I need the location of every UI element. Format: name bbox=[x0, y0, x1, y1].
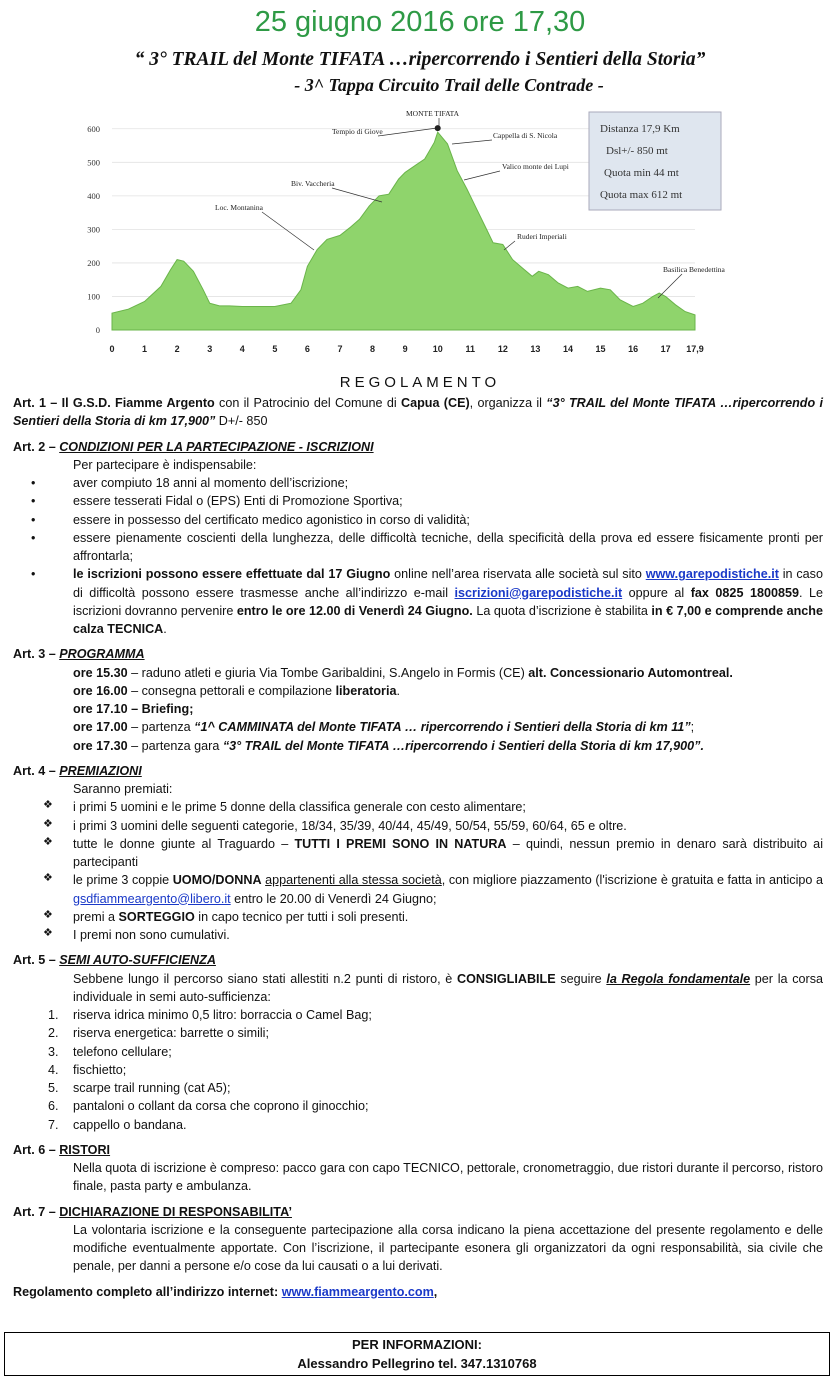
x-tick-label: 11 bbox=[465, 344, 476, 354]
art1-head: Art. 1 – Il G.S.D. Fiamme Argento bbox=[13, 396, 215, 410]
y-tick-label: 500 bbox=[87, 157, 100, 168]
list-item: ❖ le prime 3 coppie UOMO/DONNA appartenenti alla stessa società, con migliore piazzamento (l'iscrizione è gratuita e fatta in anticipo a gsdfiammeargento@libero.it entro le 20.00 di Venerdì 24 Giugno; bbox=[43, 872, 823, 906]
art-5 bbox=[13, 951, 823, 1134]
art5-title: SEMI AUTO-SUFFICIENZA bbox=[59, 953, 216, 968]
valico-label: Valico monte dei Lupi bbox=[502, 162, 569, 171]
tempio-label: Tempio di Giove bbox=[332, 127, 383, 136]
x-tick-label: 17 bbox=[660, 344, 671, 354]
x-tick-label: 6 bbox=[304, 344, 310, 354]
elevation-profile-chart bbox=[82, 104, 772, 360]
art4-title: PREMIAZIONI bbox=[59, 763, 142, 778]
event-title: “ 3° TRAIL del Monte TIFATA …ripercorrendo i Sentieri della Storia” bbox=[134, 49, 706, 70]
list-item: • aver compiuto 18 anni al momento dell’iscrizione; bbox=[31, 476, 349, 490]
list-item: 5. scarpe trail running (cat A5); bbox=[48, 1081, 231, 1095]
y-tick-label: 300 bbox=[87, 224, 100, 235]
event-subtitle: - 3^ Tappa Circuito Trail delle Contrade - bbox=[294, 75, 604, 95]
x-tick-label: 2 bbox=[174, 344, 180, 354]
list-item: ❖ tutte le donne giunte al Traguardo – TUTTI I PREMI SONO IN NATURA – quindi, nessun premio in denaro sarà distribuito ai partecipanti bbox=[43, 835, 823, 869]
art3-title: PROGRAMMA bbox=[59, 647, 145, 662]
x-tick-label: 8 bbox=[370, 344, 376, 354]
stat-max: Quota max 612 mt bbox=[600, 189, 683, 201]
info-contact: Alessandro Pellegrino tel. 347.1310768 bbox=[297, 1356, 537, 1371]
y-tick-label: 400 bbox=[87, 190, 100, 201]
x-tick-label: 4 bbox=[239, 344, 245, 354]
art1-text2: , organizza il bbox=[469, 396, 547, 410]
list-item: • essere tesserati Fidal o (EPS) Enti di Promozione Sportiva; bbox=[31, 494, 403, 509]
art2-title: CONDIZIONI PER LA PARTECIPAZIONE - ISCRIZIONI bbox=[59, 439, 374, 454]
x-tick-label: 3 bbox=[207, 344, 213, 354]
stats-box bbox=[589, 112, 721, 210]
art1-capua: Capua (CE) bbox=[400, 396, 470, 410]
montanina-label: Loc. Montanina bbox=[215, 203, 263, 212]
x-tick-label: 15 bbox=[595, 344, 606, 354]
info-box bbox=[4, 1332, 830, 1376]
x-tick-label: 17,9 bbox=[686, 344, 704, 354]
art-4 bbox=[13, 762, 823, 945]
x-tick-label: 5 bbox=[272, 344, 278, 354]
basilica-label: Basilica Benedettina bbox=[663, 265, 725, 274]
x-tick-label: 0 bbox=[109, 344, 115, 354]
art1-dplus: D+/- 850 bbox=[215, 414, 268, 429]
list-item: 7. cappello o bandana. bbox=[48, 1117, 187, 1132]
program-line: ore 17.10 – Briefing; bbox=[73, 702, 194, 716]
art3-head: Art. 3 – bbox=[13, 647, 60, 662]
x-tick-label: 14 bbox=[562, 344, 573, 354]
art-3 bbox=[13, 645, 823, 755]
art6-head: Art. 6 – bbox=[13, 1142, 60, 1157]
list-item: 3. telefono cellulare; bbox=[48, 1044, 172, 1059]
art5-list bbox=[13, 1006, 823, 1134]
art5-head: Art. 5 – bbox=[13, 953, 60, 968]
x-tick-label: 7 bbox=[337, 344, 343, 354]
gsd-email-link[interactable]: gsdfiammeargento@libero.it bbox=[73, 891, 231, 906]
art4-list bbox=[13, 798, 823, 944]
art-6 bbox=[13, 1141, 823, 1196]
x-tick-label: 13 bbox=[530, 344, 541, 354]
list-item: ❖ premi a SORTEGGIO in capo tecnico per tutti i soli presenti. bbox=[43, 908, 409, 924]
regulations-body bbox=[13, 394, 823, 1301]
list-item: • essere in possesso del certificato medico agonistico in corso di validità; bbox=[31, 512, 470, 527]
list-item: • essere pienamente coscienti della lunghezza, delle difficoltà tecniche, della specificità della prova ed essere fisicamente pronti per affrontarla; bbox=[31, 530, 823, 563]
fax-number: fax 0825 1800859 bbox=[690, 585, 799, 600]
cappella-label: Cappella di S. Nicola bbox=[493, 131, 558, 140]
peak-marker bbox=[435, 125, 441, 131]
x-tick-label: 16 bbox=[628, 344, 639, 354]
art2-head: Art. 2 – bbox=[13, 439, 60, 454]
y-tick-label: 600 bbox=[87, 123, 100, 134]
art-2 bbox=[13, 438, 823, 639]
ruderi-label: Ruderi Imperiali bbox=[517, 232, 567, 241]
list-item: ❖ I premi non sono cumulativi. bbox=[43, 927, 230, 942]
peak-label: MONTE TIFATA bbox=[406, 109, 460, 118]
art4-head: Art. 4 – bbox=[13, 763, 60, 778]
list-item: 2. riserva energetica: barrette o simili; bbox=[48, 1026, 269, 1041]
list-item: 4. fischietto; bbox=[48, 1062, 127, 1077]
stat-min: Quota min 44 mt bbox=[604, 167, 679, 179]
art1-trail: “3° TRAIL del Monte TIFATA …ripercorrendo i Sentieri della Storia di km 17,900” bbox=[13, 396, 823, 429]
list-item: 1. riserva idrica minimo 0,5 litro: borraccia o Camel Bag; bbox=[48, 1008, 372, 1022]
program-line: ore 17.00 – partenza “1^ CAMMINATA del Monte TIFATA … ripercorrendo i Sentieri della Storia di km 11”; bbox=[73, 720, 695, 735]
art-1 bbox=[13, 394, 823, 431]
vaccheria-label: Biv. Vaccheria bbox=[291, 179, 335, 188]
art2-list bbox=[13, 474, 823, 638]
list-item: ❖ i primi 5 uomini e le prime 5 donne della classifica generale con cesto alimentare; bbox=[43, 799, 526, 815]
art6-title: RISTORI bbox=[59, 1142, 111, 1157]
regolamento-heading: REGOLAMENTO bbox=[339, 374, 501, 391]
list-item: ❖ i primi 3 uomini delle seguenti categorie, 18/34, 35/39, 40/44, 45/49, 50/54, 55/59, 60/64, 65 e oltre. bbox=[43, 817, 627, 833]
art7-text: La volontaria iscrizione e la conseguente partecipazione alla corsa indicano la piena accettazione del presente regolamento e delle modifiche eventualmente apportate. Con l’iscrizione, il partecipante esonera gli organizzatori da ogni responsabilità, sia civile che penale, per danni a persone e/o cose da lui causati o a lui derivati. bbox=[73, 1222, 823, 1274]
program-line: ore 16.00 – consegna pettorali e compilazione liberatoria. bbox=[73, 683, 400, 698]
art1-text1: con il Patrocinio del Comune di bbox=[214, 396, 401, 410]
list-item: • le iscrizioni possono essere effettuate dal 17 Giugno online nell’area riservata alle società sul sito www.garepodistiche.it in caso di difficoltà possono essere trasmesse anche all’indirizzo e-mail iscrizioni@garepodistiche.it oppure al fax 0825 1800859. Le iscrizioni dovranno pervenire entro le ore 12.00 di Venerdì 24 Giugno. La quota d’iscrizione è stabilita in € 7,00 e comprende anche calza TECNICA. bbox=[31, 567, 823, 636]
info-title: PER INFORMAZIONI: bbox=[352, 1337, 482, 1352]
x-tick-label: 9 bbox=[402, 344, 408, 354]
garepodistiche-link[interactable]: www.garepodistiche.it bbox=[645, 567, 779, 582]
event-date: 25 giugno 2016 ore 17,30 bbox=[254, 6, 586, 38]
art5-intro: Sebbene lungo il percorso siano stati allestiti n.2 punti di ristoro, è CONSIGLIABILE seguire la Regola fondamentale per la corsa individuale in semi auto-sufficienza: bbox=[73, 971, 823, 1004]
y-tick-label: 200 bbox=[87, 257, 100, 268]
stat-distance: Distanza 17,9 Km bbox=[600, 123, 680, 135]
y-tick-label: 0 bbox=[95, 325, 100, 335]
program-line: ore 17.30 – partenza gara “3° TRAIL del Monte TIFATA …ripercorrendo i Sentieri della Storia di km 17,900”. bbox=[73, 738, 704, 753]
art7-head: Art. 7 – bbox=[13, 1204, 60, 1219]
stat-elevation: Dsl+/- 850 mt bbox=[606, 145, 668, 157]
fiammeargento-link[interactable]: www.fiammeargento.com bbox=[281, 1284, 434, 1299]
art6-text: Nella quota di iscrizione è compreso: pacco gara con capo TECNICO, pettorale, cronometraggio, due ristori durante il percorso, ristoro finale, pasta party e ambulanza. bbox=[73, 1161, 823, 1194]
art2-intro: Per partecipare è indispensabile: bbox=[73, 457, 257, 472]
program-line: ore 15.30 – raduno atleti e giuria Via Tombe Garibaldini, S.Angelo in Formis (CE) alt. Concessionario Automontreal. bbox=[73, 665, 733, 680]
art7-title: DICHIARAZIONE DI RESPONSABILITA’ bbox=[59, 1204, 292, 1219]
art4-intro: Saranno premiati: bbox=[73, 782, 173, 796]
x-tick-label: 12 bbox=[497, 344, 508, 354]
x-tick-label: 1 bbox=[142, 344, 148, 354]
list-item: 6. pantaloni o collant da corsa che coprono il ginocchio; bbox=[48, 1099, 369, 1114]
iscrizioni-email-link[interactable]: iscrizioni@garepodistiche.it bbox=[454, 585, 623, 600]
x-tick-label: 10 bbox=[432, 344, 443, 354]
art-7 bbox=[13, 1203, 823, 1276]
footer-line: Regolamento completo all’indirizzo internet: www.fiammeargento.com, bbox=[13, 1284, 438, 1299]
y-tick-label: 100 bbox=[87, 291, 100, 302]
